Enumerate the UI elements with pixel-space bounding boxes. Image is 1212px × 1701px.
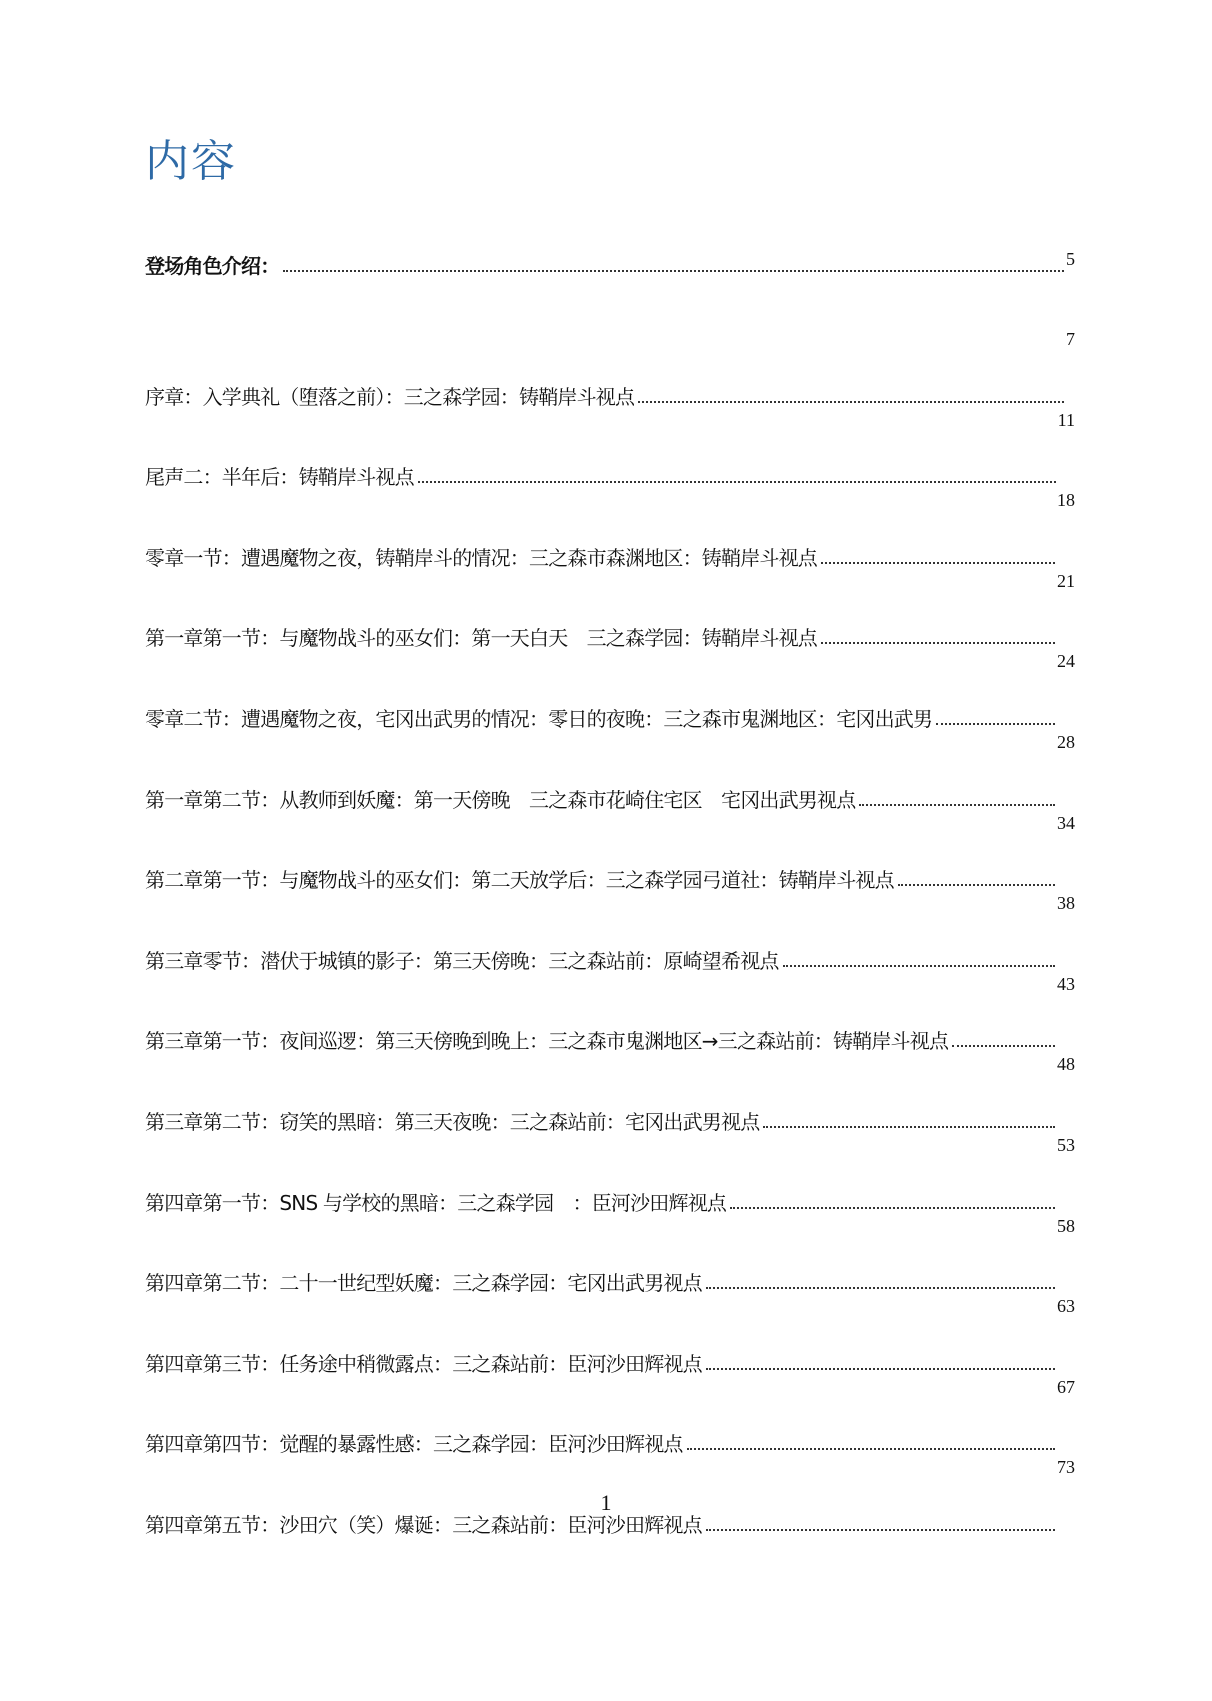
toc-entry-page: 34 (1057, 812, 1075, 833)
toc-leader-dots (821, 642, 1055, 644)
toc-entry-title: 第一章第二节：从教师到妖魔：第一天傍晚 三之森市花崎住宅区 宅冈出武男视点 (145, 787, 856, 812)
toc-leader-dots (859, 804, 1055, 806)
toc-entry-page: 28 (1057, 731, 1075, 752)
toc-entry-page: 73 (1057, 1457, 1075, 1478)
toc-entry-title: 第三章零节：潜伏于城镇的影子：第三天傍晚：三之森站前：原崎望希视点 (145, 948, 779, 973)
toc-entry-page: 7 (1066, 329, 1075, 349)
toc-entry[interactable] (145, 650, 1075, 731)
toc-leader-dots (763, 1126, 1055, 1128)
toc-entry[interactable] (145, 1053, 1075, 1134)
toc-leader-dots (706, 1529, 1055, 1531)
toc-entry-page: 43 (1057, 973, 1075, 994)
toc-entry[interactable] (145, 489, 1075, 570)
toc-entry-page: 53 (1057, 1134, 1075, 1155)
toc-entry-title: 序章：入学典礼（堕落之前）：三之森学园：铸鞘岸斗视点 (145, 384, 635, 409)
toc-leader-dots (706, 1368, 1055, 1370)
toc-entry-page: 48 (1057, 1054, 1075, 1075)
toc-leader-dots (783, 965, 1055, 967)
toc-entry-title: 第一章第一节：与魔物战斗的巫女们：第一天白天 三之森学园：铸鞘岸斗视点 (145, 626, 817, 651)
toc-entry[interactable] (145, 1295, 1075, 1376)
toc-leader-dots (283, 270, 1064, 272)
toc-entry-title: 尾声二：半年后：铸鞘岸斗视点 (145, 465, 414, 490)
toc-entry-title: 第四章第五节：沙田穴（笑）爆诞：三之森站前：臣河沙田辉视点 (145, 1512, 702, 1537)
toc-entry[interactable] (145, 570, 1075, 651)
toc-leader-dots (936, 723, 1055, 725)
toc-entry[interactable] (145, 1376, 1075, 1457)
toc-leader-dots (952, 1045, 1055, 1047)
toc-leader-dots (687, 1448, 1055, 1450)
toc-entry-page: 5 (1066, 249, 1075, 269)
toc-entry[interactable] (145, 1215, 1075, 1296)
toc-entry-page: 58 (1057, 1215, 1075, 1236)
toc-entry[interactable] (145, 731, 1075, 812)
toc-entry-page: 11 (1057, 409, 1075, 430)
toc-heading: 内容 (145, 136, 237, 187)
toc-entry-title: 第四章第三节：任务途中稍微露点：三之森站前：臣河沙田辉视点 (145, 1351, 702, 1376)
toc-entry[interactable] (145, 812, 1075, 893)
toc-entry-page: 21 (1057, 570, 1075, 591)
toc-entry-title: 第四章第一节：SNS 与学校的黑暗：三之森学园 ：臣河沙田辉视点 (145, 1190, 727, 1215)
toc-entry[interactable] (145, 248, 1075, 278)
toc-entry-title: 第三章第二节：窃笑的黑暗：第三天夜晚：三之森站前：宅冈出武男视点 (145, 1109, 760, 1134)
toc-entry-page: 38 (1057, 893, 1075, 914)
toc-entry-page: 63 (1057, 1296, 1075, 1317)
toc-entry-title: 第四章第二节：二十一世纪型妖魔：三之森学园：宅冈出武男视点 (145, 1271, 702, 1296)
toc-leader-dots (418, 481, 1056, 483)
toc-entry-page: 67 (1057, 1376, 1075, 1397)
toc-entry-title: 第三章第一节：夜间巡逻：第三天傍晚到晚上：三之森市鬼渊地区→三之森站前：铸鞘岸斗视点 (145, 1029, 949, 1054)
toc-entry-title: 零章一节：遭遇魔物之夜，铸鞘岸斗的情况：三之森市森渊地区：铸鞘岸斗视点 (145, 545, 817, 570)
toc-leader-dots (898, 884, 1055, 886)
table-of-contents (145, 248, 1075, 1537)
toc-leader-dots (638, 401, 1064, 403)
toc-entry[interactable] (145, 1134, 1075, 1215)
toc-leader-dots (706, 1287, 1055, 1289)
toc-entry[interactable] (145, 409, 1075, 490)
toc-entry[interactable] (145, 973, 1075, 1054)
toc-entry-title: 零章二节：遭遇魔物之夜，宅冈出武男的情况：零日的夜晚：三之森市鬼渊地区：宅冈出武男 (145, 706, 933, 731)
toc-entry[interactable] (145, 328, 1075, 409)
toc-entry-page: 24 (1057, 651, 1075, 672)
toc-entry-title: 第二章第一节：与魔物战斗的巫女们：第二天放学后：三之森学园弓道社：铸鞘岸斗视点 (145, 868, 894, 893)
toc-entry[interactable] (145, 892, 1075, 973)
toc-leader-dots (730, 1207, 1055, 1209)
toc-entry-title: 第四章第四节：觉醒的暴露性感：三之森学园：臣河沙田辉视点 (145, 1432, 683, 1457)
toc-entry-title: 登场角色介绍： (145, 254, 280, 278)
toc-leader-dots (821, 562, 1055, 564)
toc-entry-page: 18 (1057, 490, 1075, 511)
page-number: 1 (600, 1490, 612, 1515)
